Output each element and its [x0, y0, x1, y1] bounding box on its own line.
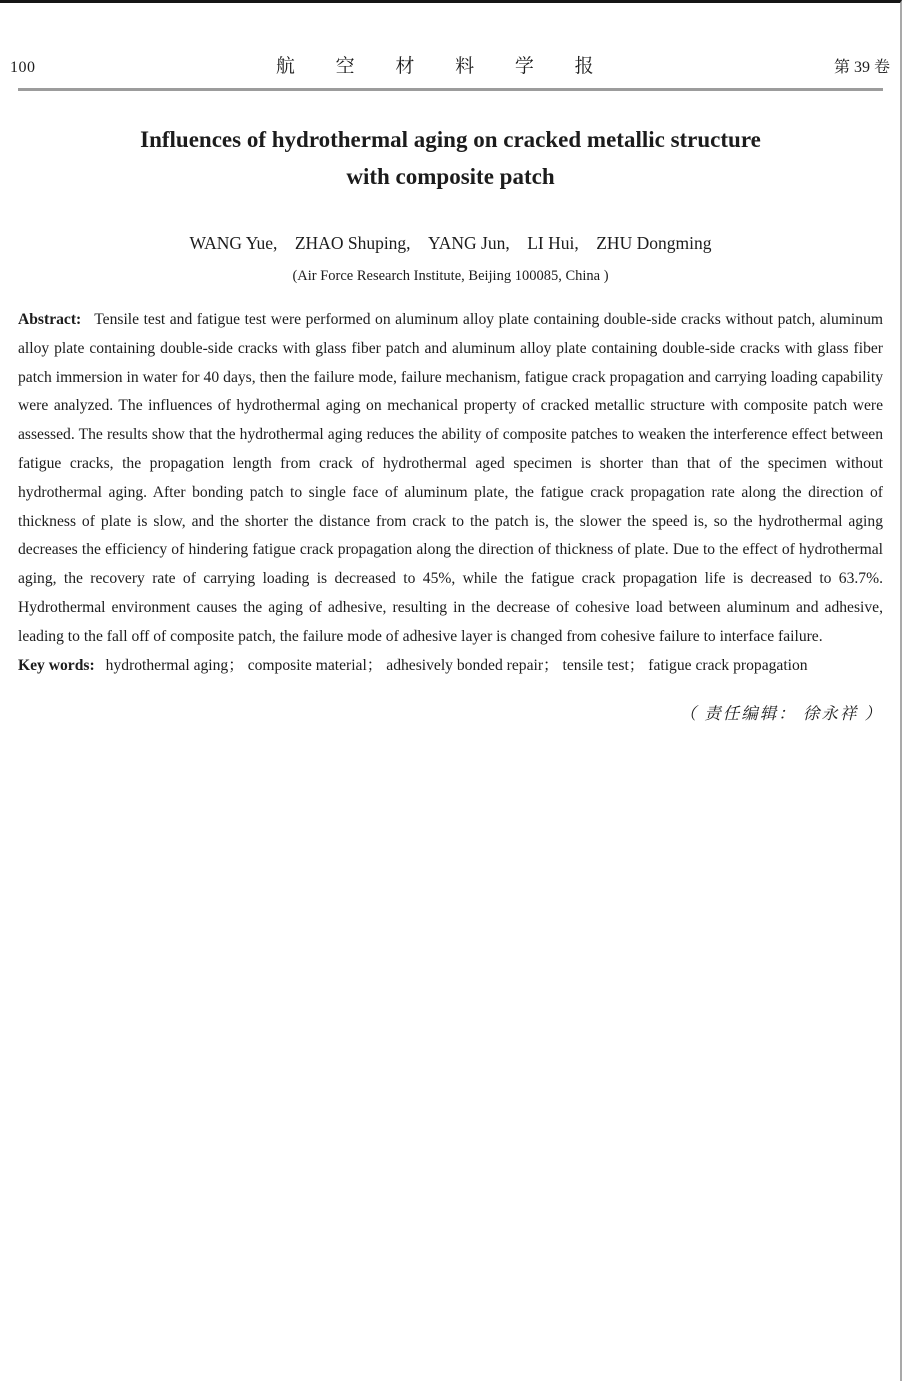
abstract-text: Tensile test and fatigue test were performed on aluminum alloy plate containing double-side cracks without patch, aluminum alloy plate containing double-side cracks with glass fiber patch and aluminum alloy plate containing double-side cracks with glass fiber patch immersion in water for 40 days, then the failure mode, failure mechanism, fatigue crack propagation and carrying loading capability were analyzed. The influences of hydrothermal aging on mechanical property of cracked metallic structure with composite patch were assessed. The results show that the hydrothermal aging reduces the ability of composite patches to weaken the interference effect between fatigue cracks, the propagation length from crack of hydrothermal aged specimen is shorter than that of the specimen without hydrothermal aging. After bonding patch to single face of aluminum plate, the fatigue crack propagation rate along the direction of thickness of plate is slow, and the shorter the distance from crack to the patch is, the slower the speed is, so the hydrothermal aging decreases the efficiency of hindering fatigue crack propagation along the direction of thickness of plate. Due to the effect of hydrothermal aging, the recovery rate of carrying loading is decreased to 45%, while the fatigue crack propagation life is decreased to 63.7%. Hydrothermal environment causes the aging of adhesive, resulting in the decrease of cohesive load between aluminum and adhesive, leading to the fall off of composite patch, the failure mode of adhesive layer is changed from cohesive failure to interface failure. — [18, 311, 883, 645]
header-rule — [18, 88, 883, 91]
page-number: 100 — [10, 59, 36, 76]
responsible-editor-note: （ 责任编辑： 徐永祥 ） — [679, 704, 883, 724]
article-title — [18, 121, 883, 195]
abstract-paragraph — [18, 306, 883, 652]
abstract-label: Abstract: — [18, 311, 82, 328]
page-content — [0, 88, 900, 724]
article-title-line1: Influences of hydrothermal aging on cracked metallic structure — [140, 127, 761, 152]
keywords-text: hydrothermal aging； composite material； adhesively bonded repair； tensile test； fatigue crack propagation — [105, 656, 808, 674]
keywords-label: Key words: — [18, 656, 95, 674]
affiliation-line: (Air Force Research Institute, Beijing 100085, China ) — [292, 268, 609, 284]
article-title-line2: with composite patch — [346, 164, 555, 189]
authors-line: WANG Yue, ZHAO Shuping, YANG Jun, LI Hui, ZHU Dongming — [189, 233, 712, 253]
volume-number: 第 39 卷 — [833, 59, 890, 76]
running-header — [0, 3, 900, 78]
journal-title: 航 空 材 料 学 报 — [275, 56, 612, 77]
keywords-line — [18, 652, 883, 681]
